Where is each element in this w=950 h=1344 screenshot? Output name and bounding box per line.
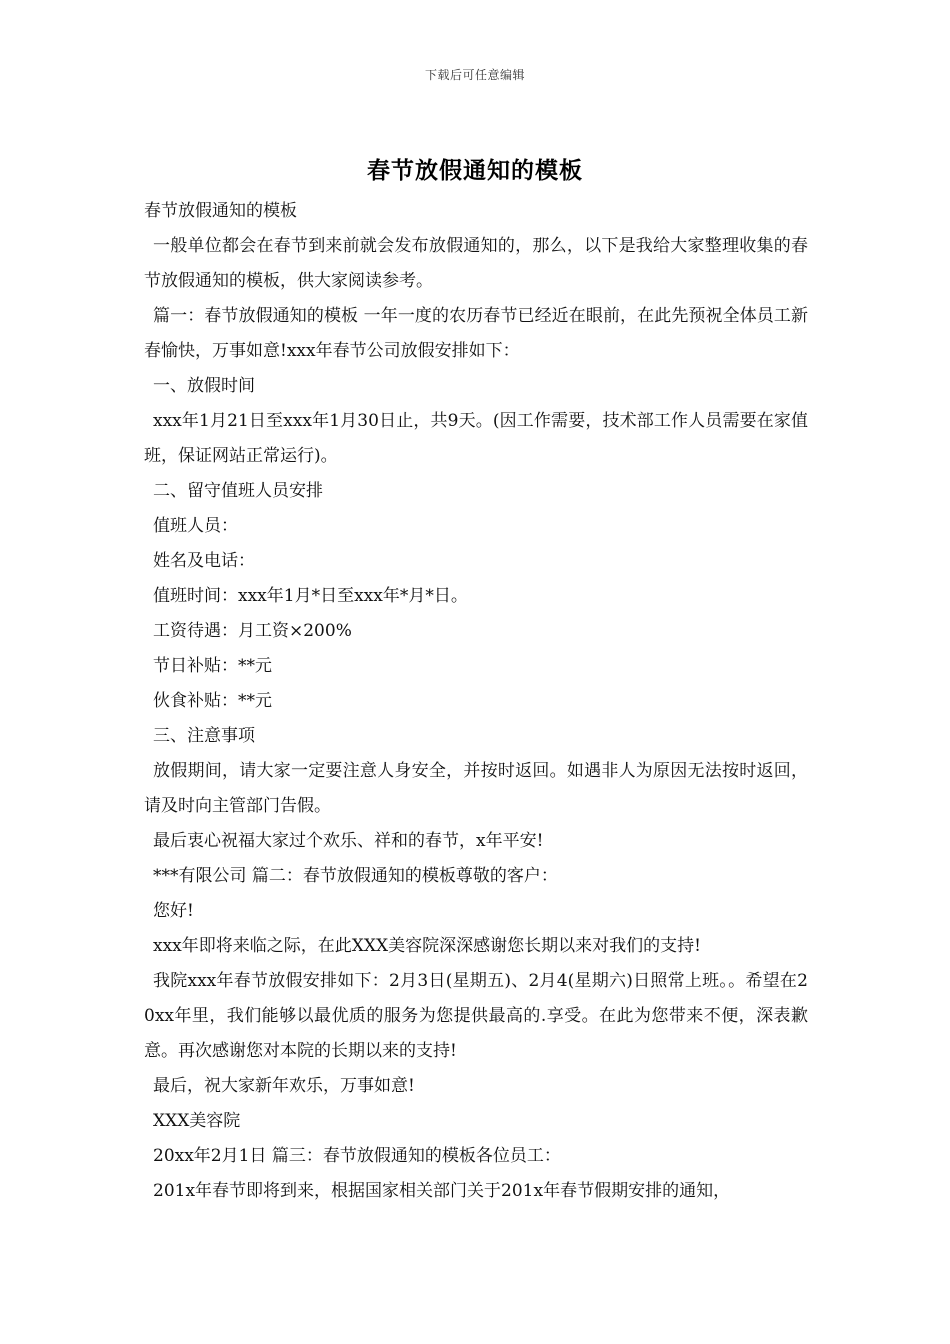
paragraph: 我院xxx年春节放假安排如下：2月3日(星期五)、2月4(星期六)日照常上班。。希望在20xx年里，我们能够以最优质的服务为您提供最高的.享受。在此为您带来不便，深表歉意。再次感谢您对本院的长期以来的支持!: [144, 971, 808, 1061]
list-item: 姓名及电话：: [153, 551, 255, 571]
list-item: 工资待遇：月工资×200%: [153, 621, 352, 641]
greeting-line: 您好!: [153, 901, 194, 921]
paragraph: 201x年春节即将到来，根据国家相关部门关于201x年春节假期安排的通知，: [153, 1181, 731, 1201]
paragraph: 最后衷心祝福大家过个欢乐、祥和的春节，x年平安!: [153, 831, 544, 851]
paragraph: ***有限公司 篇二：春节放假通知的模板尊敬的客户：: [153, 866, 558, 886]
paragraph: 篇一：春节放假通知的模板 一年一度的农历春节已经近在眼前，在此先预祝全体员工新春愉快，万事如意!xxx年春节公司放假安排如下：: [144, 306, 808, 361]
section-heading: 二、留守值班人员安排: [153, 481, 323, 501]
signature-line: XXX美容院: [153, 1111, 241, 1131]
paragraph: 放假期间，请大家一定要注意人身安全，并按时返回。如遇非人为原因无法按时返回，请及时向主管部门告假。: [144, 761, 808, 816]
section-heading: 一、放假时间: [153, 376, 255, 396]
paragraph: 20xx年2月1日 篇三：春节放假通知的模板各位员工：: [153, 1146, 561, 1166]
paragraph: xxx年1月21日至xxx年1月30日止，共9天。(因工作需要，技术部工作人员需要在家值班，保证网站正常运行)。: [144, 411, 808, 466]
paragraph: 最后，祝大家新年欢乐，万事如意!: [153, 1076, 415, 1096]
list-item: 值班时间：xxx年1月*日至xxx年*月*日。: [153, 586, 468, 606]
document-title: 春节放假通知的模板: [367, 157, 583, 184]
subtitle-line: 春节放假通知的模板: [144, 201, 297, 221]
intro-paragraph: 一般单位都会在春节到来前就会发布放假通知的，那么，以下是我给大家整理收集的春节放假通知的模板，供大家阅读参考。: [144, 236, 808, 291]
list-item: 值班人员：: [153, 516, 238, 536]
header-note: 下载后可任意编辑: [424, 68, 525, 82]
list-item: 节日补贴：**元: [153, 656, 272, 676]
paragraph: xxx年即将来临之际，在此XXX美容院深深感谢您长期以来对我们的支持!: [153, 936, 701, 956]
document-body: [144, 194, 808, 1209]
section-heading: 三、注意事项: [153, 726, 255, 746]
list-item: 伙食补贴：**元: [153, 691, 272, 711]
